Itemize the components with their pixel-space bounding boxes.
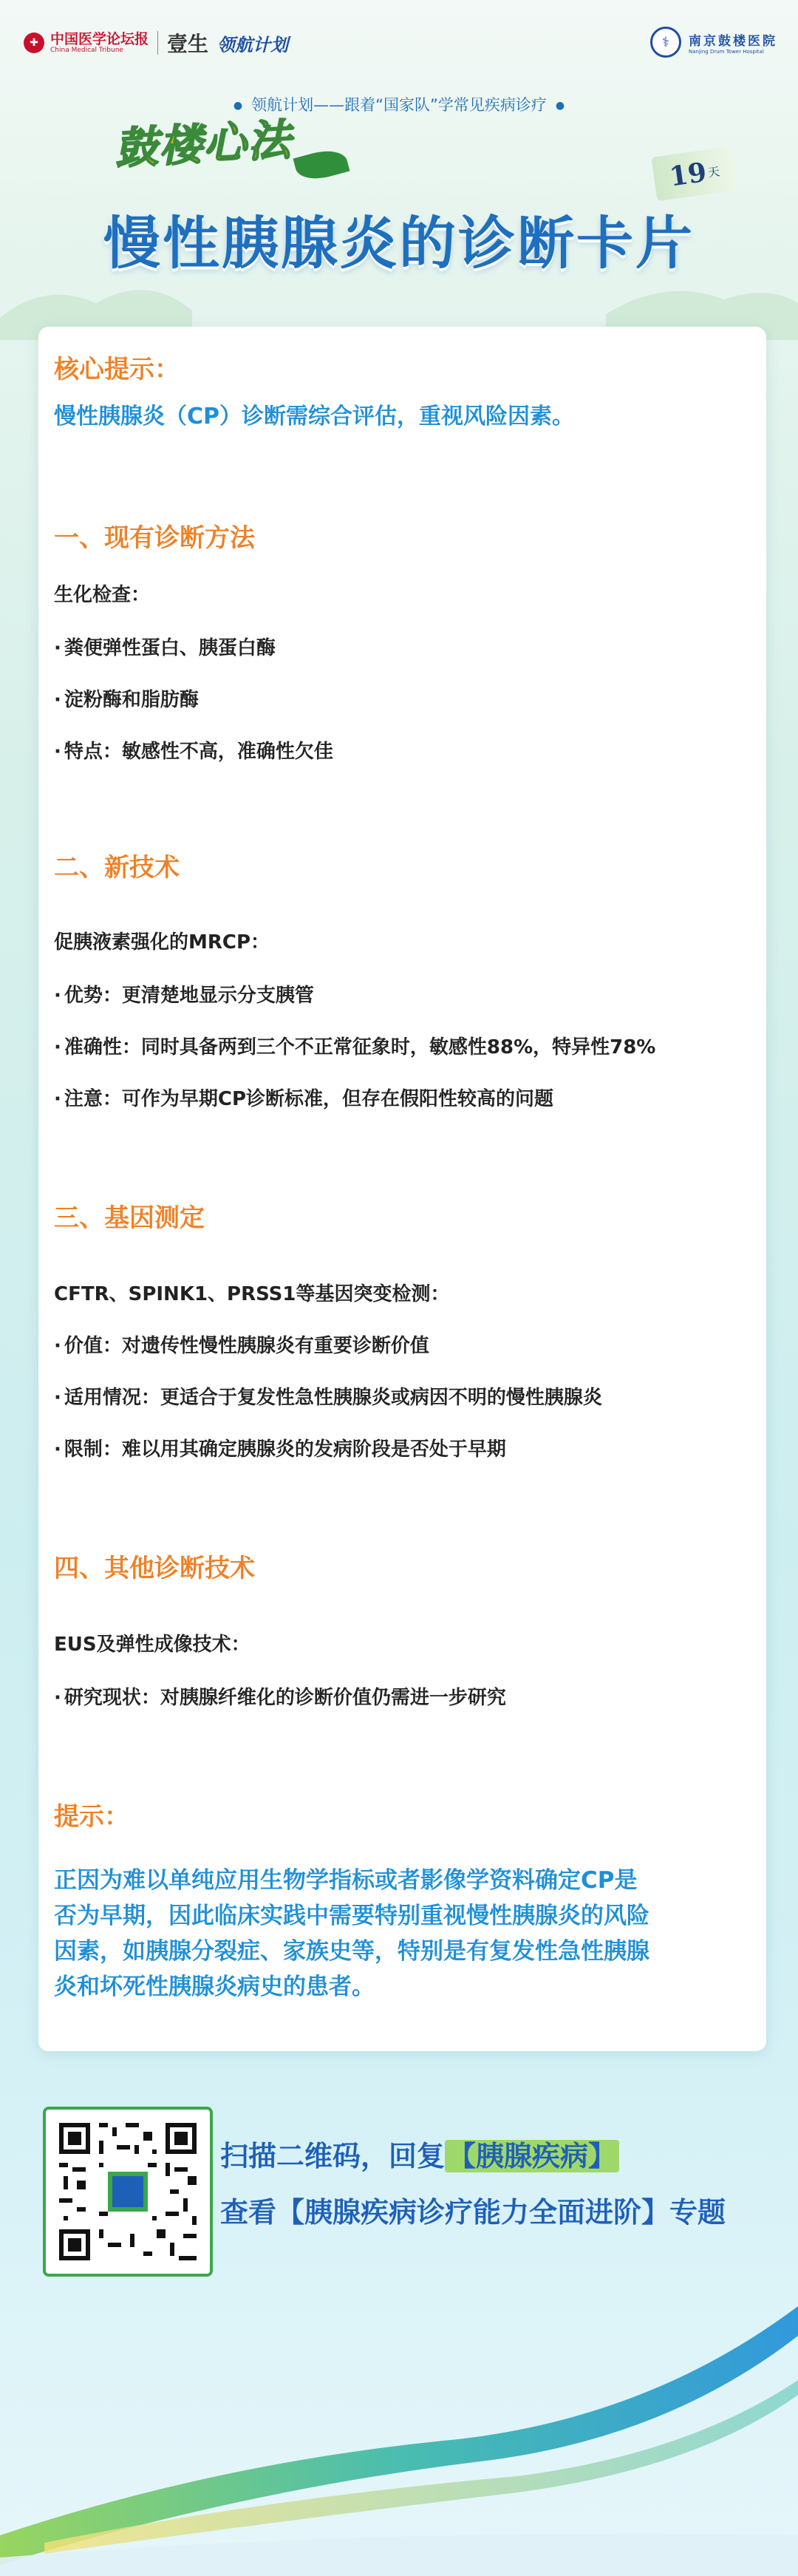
section-heading-1: 一、现有诊断方法 [54,523,255,553]
day-badge [651,146,737,202]
tip-line: 正因为难以单纯应用生物学指标或者影像学资料确定CP是 [54,1867,638,1894]
logo-divider [157,31,158,55]
dot-icon: ● [555,100,565,112]
section-sub-1: 生化检查： [54,584,151,606]
day-number: 19 [667,156,709,193]
tip-line: 炎和坏死性胰腺炎病史的患者。 [54,1974,375,2000]
list-item: · 准确性：同时具备两到三个不正常征象时，敏感性88%，特异性78% [54,1036,656,1058]
keyword-tag: 【胰腺疾病】 [445,2140,619,2172]
section-sub-3: CFTR、SPINK1、PRSS1等基因突变检测： [54,1283,450,1305]
qr-code-icon [55,2118,201,2265]
list-item: · 限制：难以用其确定胰腺炎的发病阶段是否处于早期 [54,1438,506,1461]
list-item: · 价值：对遗传性慢性胰腺炎有重要诊断价值 [54,1335,429,1357]
tip-line: 因素，如胰腺分裂症、家族史等，特别是有复发性急性胰腺 [54,1938,649,1965]
list-item: · 特点：敏感性不高，准确性欠佳 [54,741,333,763]
tip-heading: 提示： [54,1802,129,1832]
core-text: 慢性胰腺炎（CP）诊断需综合评估，重视风险因素。 [54,404,575,429]
cmt-logo-en: China Medical Tribune [50,46,123,54]
brand-yisheng: 壹生 [167,32,209,56]
qr-code[interactable] [43,2107,213,2277]
cmt-emblem-icon: ✚ [24,33,44,53]
list-item: · 淀粉酶和脂肪酶 [54,689,199,711]
section-heading-2: 二、新技术 [54,853,180,883]
hospital-name-en: Nanjing Drum Tower Hospital [689,48,764,55]
list-item: · 注意：可作为早期CP诊断标准，但存在假阳性较高的问题 [54,1088,554,1110]
header [0,0,798,310]
partner-logos [24,28,288,58]
list-item: · 研究现状：对胰腺纤维化的诊断价值仍需进一步研究 [54,1687,506,1709]
page-title: 慢性胰腺炎的诊断卡片 [103,211,695,277]
hospital-name-cn: 南京鼓楼医院 [689,33,777,49]
list-item: · 粪便弹性蛋白、胰蛋白酶 [54,637,276,659]
view-topic-text: 查看【胰腺疾病诊疗能力全面进阶】专题 [220,2196,726,2229]
tip-line: 否为早期，因此临床实践中需要特别重视慢性胰腺炎的风险 [54,1903,649,1929]
section-sub-2: 促胰液素强化的MRCP： [54,931,270,954]
scan-instruction: 扫描二维码，回复 【胰腺疾病】 [220,2133,619,2174]
program-subtitle: ● 领航计划——跟着“国家队”学常见疾病诊疗 ● [233,96,565,114]
leaf-icon [293,146,350,185]
cmt-logo-cn: 中国医学论坛报 [50,30,149,47]
list-item: · 适用情况：更适合于复发性急性胰腺炎或病因不明的慢性胰腺炎 [54,1387,602,1409]
list-item: · 优势：更清楚地显示分支胰管 [54,985,314,1007]
dot-icon: ● [233,100,243,112]
core-heading: 核心提示： [54,355,180,384]
calligraphy-title: 鼓楼心法 [113,114,293,174]
section-heading-4: 四、其他诊断技术 [54,1554,255,1583]
brand-linghang: 领航计划 [217,33,289,55]
section-heading-3: 三、基因测定 [54,1203,205,1233]
section-sub-4: EUS及弹性成像技术： [54,1634,250,1656]
day-unit: 天 [706,163,721,180]
cmt-logo [24,32,149,55]
hospital-emblem-icon: ⚕ [650,27,681,58]
hospital-logo [650,27,777,58]
